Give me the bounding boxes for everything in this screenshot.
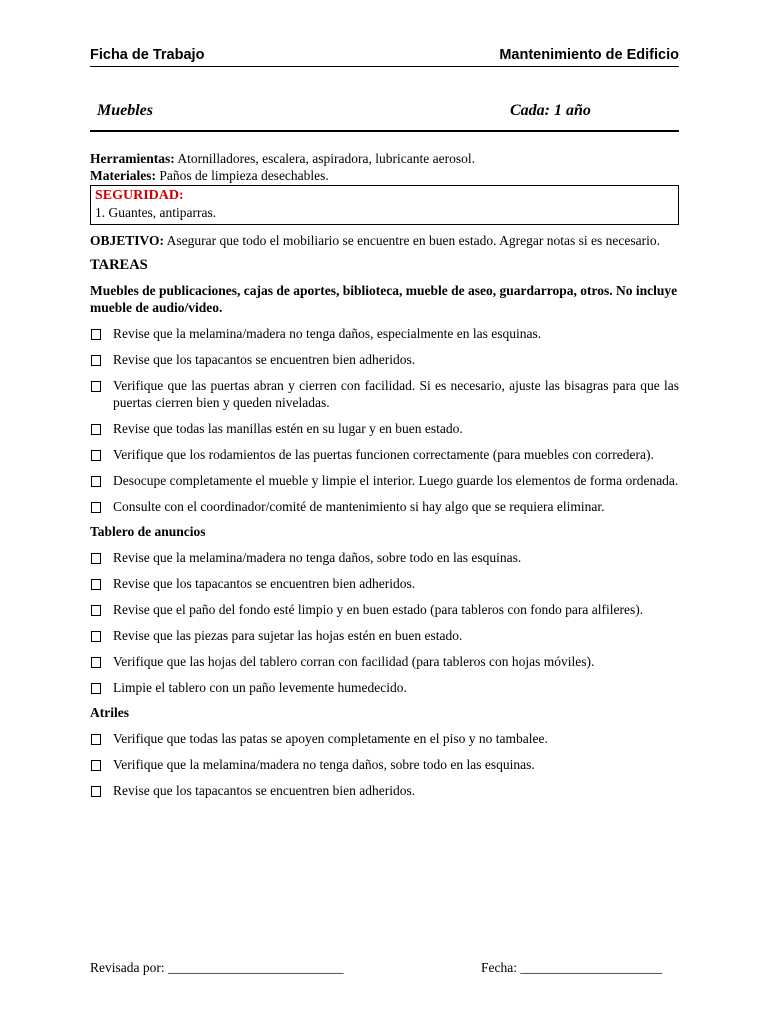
- checkbox-icon[interactable]: [91, 381, 101, 392]
- item-title: Muebles: [97, 102, 153, 119]
- safety-title: SEGURIDAD:: [95, 188, 184, 203]
- header-left: Ficha de Trabajo: [90, 47, 205, 63]
- task-item: [90, 472, 679, 489]
- task-item: [90, 549, 679, 566]
- checkbox-icon[interactable]: [91, 424, 101, 435]
- objective: [90, 232, 679, 249]
- task-text: Revise que los tapacantos se encuentren bien adheridos.: [113, 783, 416, 798]
- task-item: [90, 730, 679, 747]
- document-body: [90, 150, 679, 799]
- safety-box: [90, 185, 679, 225]
- checkbox-icon[interactable]: [91, 657, 101, 668]
- title-bar: [90, 98, 679, 132]
- checkbox-icon[interactable]: [91, 734, 101, 745]
- checkbox-icon[interactable]: [91, 760, 101, 771]
- task-text: Verifique que todas las patas se apoyen completamente en el piso y no tambalee.: [113, 731, 548, 746]
- checkbox-icon[interactable]: [91, 605, 101, 616]
- task-item: [90, 575, 679, 592]
- objective-label: OBJETIVO:: [90, 233, 164, 248]
- task-text: Revise que los tapacantos se encuentren bien adheridos.: [113, 352, 416, 367]
- task-item: [90, 446, 679, 463]
- task-text: Verifique que la melamina/madera no tenga daños, sobre todo en las esquinas.: [113, 757, 535, 772]
- checkbox-icon[interactable]: [91, 553, 101, 564]
- task-text: Revise que el paño del fondo esté limpio y en buen estado (para tableros con fondo para alfileres).: [113, 602, 644, 617]
- task-item: [90, 601, 679, 618]
- checkbox-icon[interactable]: [91, 683, 101, 694]
- header-right: Mantenimiento de Edificio: [499, 47, 679, 63]
- task-item: [90, 653, 679, 670]
- materials-line: [90, 167, 679, 184]
- task-item: [90, 377, 679, 411]
- task-text: Revise que la melamina/madera no tenga daños, especialmente en las esquinas.: [113, 326, 542, 341]
- task-text: Verifique que los rodamientos de las puertas funcionen correctamente (para muebles con corredera).: [113, 447, 654, 462]
- checkbox-icon[interactable]: [91, 631, 101, 642]
- task-item: [90, 679, 679, 696]
- page-header: [90, 44, 679, 67]
- tasks-heading: TAREAS: [90, 257, 148, 273]
- tools-line: [90, 150, 679, 167]
- task-item: [90, 782, 679, 799]
- section-title: Muebles de publicaciones, cajas de aportes, biblioteca, mueble de aseo, guardarropa, otros. No incluye mueble de audio/video.: [90, 283, 678, 315]
- objective-value: Asegurar que todo el mobiliario se encuentre en buen estado. Agregar notas si es necesario.: [164, 233, 660, 248]
- task-text: Revise que todas las manillas estén en su lugar y en buen estado.: [113, 421, 463, 436]
- frequency-title: Cada: 1 año: [510, 102, 591, 119]
- task-item: [90, 420, 679, 437]
- task-item: [90, 325, 679, 342]
- task-item: [90, 351, 679, 368]
- reviewed-by: Revisada por: __________________________: [90, 960, 344, 975]
- safety-item: 1. Guantes, antiparras.: [95, 205, 217, 220]
- date-field: Fecha: _____________________: [481, 960, 663, 975]
- checkbox-icon[interactable]: [91, 786, 101, 797]
- task-text: Desocupe completamente el mueble y limpie el interior. Luego guarde los elementos de forma ordenada.: [113, 473, 679, 488]
- tools-value: Atornilladores, escalera, aspiradora, lubricante aerosol.: [174, 151, 475, 166]
- checkbox-icon[interactable]: [91, 450, 101, 461]
- tools-label: Herramientas:: [90, 151, 175, 166]
- task-text: Revise que la melamina/madera no tenga daños, sobre todo en las esquinas.: [113, 550, 522, 565]
- task-text: Limpie el tablero con un paño levemente humedecido.: [113, 680, 407, 695]
- task-text: Revise que los tapacantos se encuentren bien adheridos.: [113, 576, 416, 591]
- task-item: [90, 627, 679, 644]
- checkbox-icon[interactable]: [91, 355, 101, 366]
- materials-label: Materiales:: [90, 168, 156, 183]
- task-item: [90, 498, 679, 515]
- task-text: Revise que las piezas para sujetar las hojas estén en buen estado.: [113, 628, 463, 643]
- checkbox-icon[interactable]: [91, 502, 101, 513]
- materials-value: Paños de limpieza desechables.: [155, 168, 329, 183]
- checkbox-icon[interactable]: [91, 579, 101, 590]
- section-title: Tablero de anuncios: [90, 524, 206, 539]
- task-item: [90, 756, 679, 773]
- section-title: Atriles: [90, 705, 129, 720]
- checkbox-icon[interactable]: [91, 476, 101, 487]
- task-text: Consulte con el coordinador/comité de mantenimiento si hay algo que se requiera eliminar.: [113, 499, 605, 514]
- task-text: Verifique que las puertas abran y cierren con facilidad. Si es necesario, ajuste las bisagras para que las puertas cierren bien y queden niveladas.: [113, 378, 679, 410]
- checkbox-icon[interactable]: [91, 329, 101, 340]
- task-text: Verifique que las hojas del tablero corran con facilidad (para tableros con hojas móviles).: [113, 654, 595, 669]
